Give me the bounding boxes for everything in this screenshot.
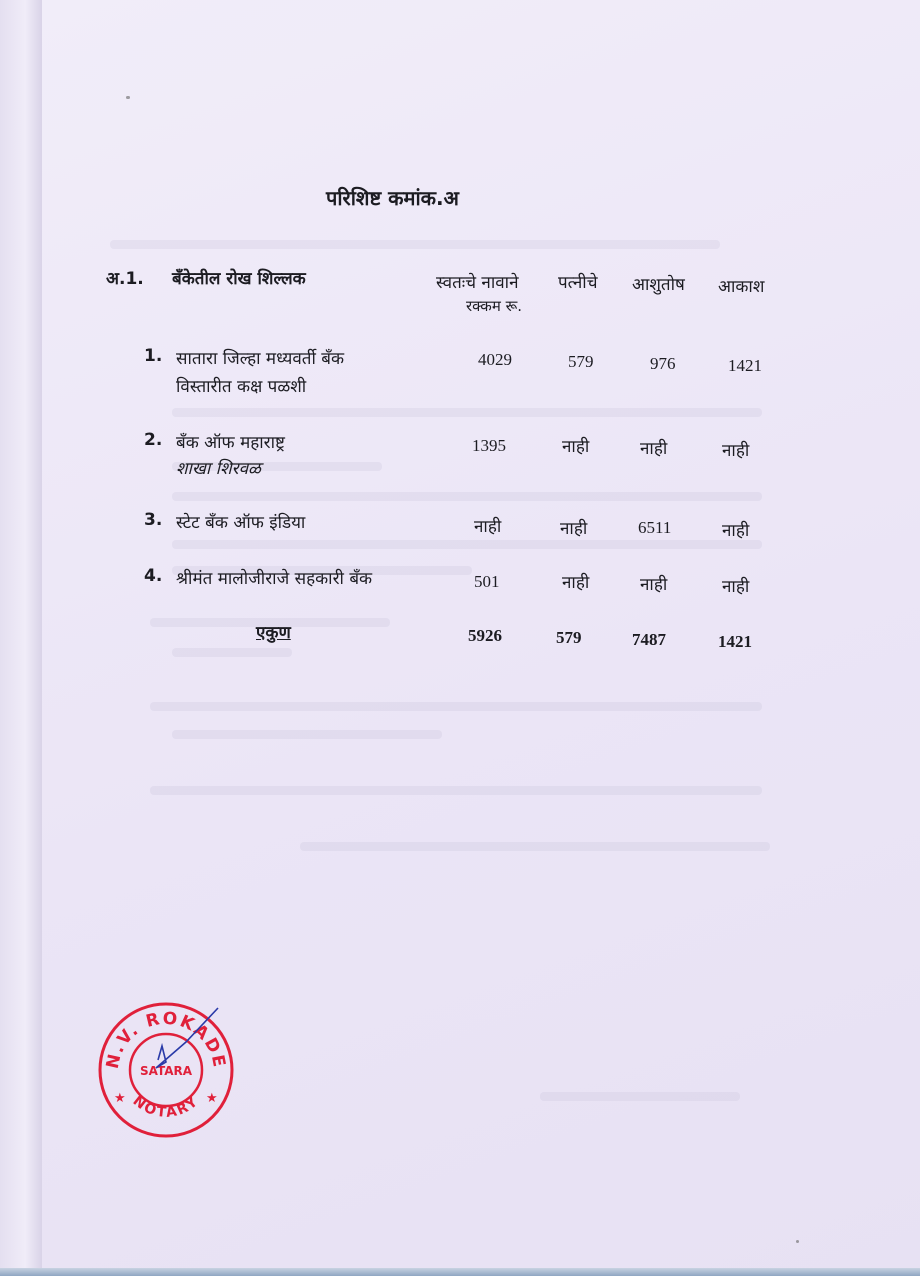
row-4-wife: नाही xyxy=(562,573,590,593)
row-1-akash: 1421 xyxy=(728,356,762,375)
section-heading: बॅंकेतील रोख शिल्लक xyxy=(172,269,306,289)
total-label: एकुण xyxy=(256,623,291,643)
row-2-self: 1395 xyxy=(472,436,506,455)
row-3-ashutosh: 6511 xyxy=(638,518,672,537)
binding-gutter xyxy=(0,0,43,1276)
row-3-self: नाही xyxy=(474,517,502,537)
total-wife: 579 xyxy=(556,628,582,647)
col-header-ashutosh: आशुतोष xyxy=(632,275,685,295)
row-1-bank: सातारा जिल्हा मध्यवर्ती बॅंक xyxy=(176,349,345,369)
notary-stamp xyxy=(96,1000,236,1140)
row-1-wife: 579 xyxy=(568,352,594,371)
row-4-akash: नाही xyxy=(722,577,750,597)
col-header-wife: पत्नीचे xyxy=(558,273,598,293)
star-icon: ★ xyxy=(206,1091,218,1106)
col-header-akash: आकाश xyxy=(718,277,765,297)
stamp-text-top: N.V. ROKADE xyxy=(102,1008,230,1071)
row-1-number: 1. xyxy=(144,346,163,366)
row-1-self: 4029 xyxy=(478,350,512,369)
row-2-bank: बॅंक ऑफ महाराष्ट्र xyxy=(176,433,285,453)
stamp-text-bottom: NOTARY xyxy=(129,1093,203,1121)
row-4-self: 501 xyxy=(474,572,500,591)
row-4-number: 4. xyxy=(144,566,163,586)
star-icon: ★ xyxy=(114,1091,126,1106)
row-3-akash: नाही xyxy=(722,521,750,541)
section-label: अ.1. xyxy=(106,269,144,289)
row-1-ashutosh: 976 xyxy=(650,354,676,373)
total-self: 5926 xyxy=(468,626,502,645)
row-4-ashutosh: नाही xyxy=(640,575,668,595)
page-title: परिशिष्ट कमांक.अ xyxy=(326,186,459,210)
row-3-number: 3. xyxy=(144,510,163,530)
total-ashutosh: 7487 xyxy=(632,630,666,649)
col-header-self: स्वतःचे नावाने xyxy=(436,273,519,293)
row-2-branch: शाखा शिरवळ xyxy=(176,459,261,479)
row-2-number: 2. xyxy=(144,430,163,450)
row-4-bank: श्रीमंत मालोजीराजे सहकारी बॅंक xyxy=(176,569,373,589)
total-akash: 1421 xyxy=(718,632,752,651)
svg-text:NOTARY xyxy=(130,1093,203,1121)
row-2-wife: नाही xyxy=(562,437,590,457)
col-header-self-unit: रक्कम रू. xyxy=(466,297,522,315)
row-2-akash: नाही xyxy=(722,441,750,461)
row-1-branch: विस्तारीत कक्ष पळशी xyxy=(176,377,307,397)
page-bottom-edge xyxy=(0,1268,920,1276)
row-3-bank: स्टेट बॅंक ऑफ इंडिया xyxy=(176,513,306,533)
row-2-ashutosh: नाही xyxy=(640,439,668,459)
stamp-text-center: SATARA xyxy=(139,1064,193,1078)
row-3-wife: नाही xyxy=(560,519,588,539)
